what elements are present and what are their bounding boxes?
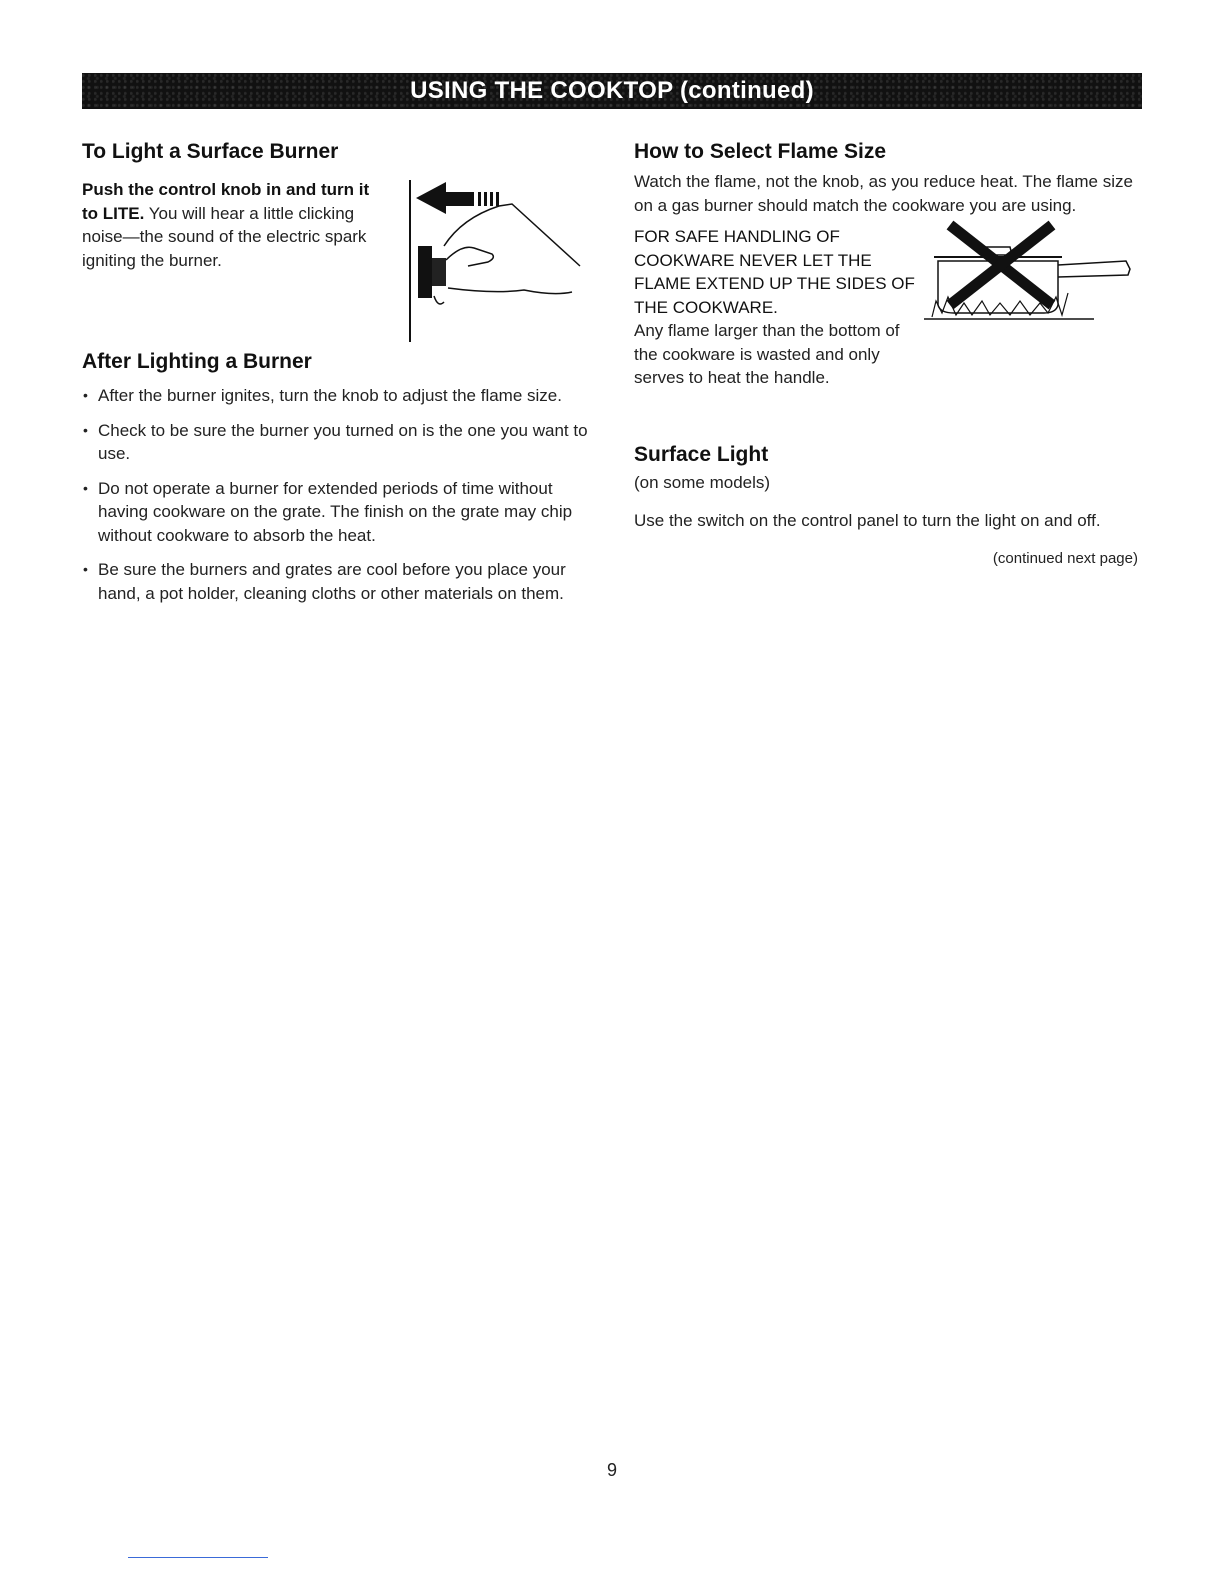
- light-burner-lead: Push the control knob in and turn it to LITE.: [82, 180, 370, 223]
- after-lighting-section: [82, 348, 602, 605]
- flame-size-heading: How to Select Flame Size: [634, 140, 887, 163]
- flame-text: [634, 225, 924, 390]
- pot-flame-x-icon: [924, 217, 1134, 327]
- footer-rule: [128, 1557, 268, 1558]
- surface-light-body: Use the switch on the control panel to turn the light on and off.: [634, 510, 1101, 530]
- light-burner-section: [82, 138, 602, 338]
- flame-size-intro: Watch the flame, not the knob, as you reduce heat. The flame size on a gas burner should match the cookware you are using.: [634, 172, 1133, 215]
- flame-size-section: [634, 138, 1142, 423]
- flame-warning: FOR SAFE HANDLING OF COOKWARE NEVER LET THE FLAME EXTEND UP THE SIDES OF THE COOKWARE.: [634, 227, 915, 317]
- hand-push-knob-icon: [404, 176, 584, 346]
- light-burner-text: [82, 178, 372, 272]
- continued-note: (continued next page): [992, 550, 1138, 567]
- surface-light-subheading: (on some models): [634, 473, 771, 492]
- left-column: [82, 138, 602, 616]
- list-item: • Check to be sure the burner you turned on is the one you want to use.: [82, 419, 602, 466]
- flame-detail: Any flame larger than the bottom of the cookware is wasted and only serves to heat the handle.: [634, 321, 900, 387]
- banner-title: USING THE COOKTOP (continued): [410, 77, 814, 104]
- list-item: • Be sure the burners and grates are cool before you place your hand, a pot holder, cleaning cloths or other materials on them.: [82, 558, 602, 605]
- surface-light-heading: Surface Light: [634, 443, 769, 466]
- right-column: [634, 138, 1142, 567]
- light-burner-heading: To Light a Surface Burner: [82, 140, 339, 163]
- flame-warning-block: [634, 225, 1142, 423]
- list-item: • After the burner ignites, turn the knob to adjust the flame size.: [82, 384, 602, 408]
- page-number: 9: [606, 1460, 617, 1480]
- after-lighting-list: [82, 384, 602, 605]
- list-item: • Do not operate a burner for extended periods of time without having cookware on the grate. The finish on the grate may chip without cookware to absorb the heat.: [82, 477, 602, 548]
- light-burner-body: You will hear a little clicking noise—the sound of the electric spark igniting the burner.: [82, 203, 367, 270]
- section-banner: [82, 73, 1142, 109]
- surface-light-section: [634, 441, 1142, 567]
- after-lighting-heading: After Lighting a Burner: [82, 350, 312, 373]
